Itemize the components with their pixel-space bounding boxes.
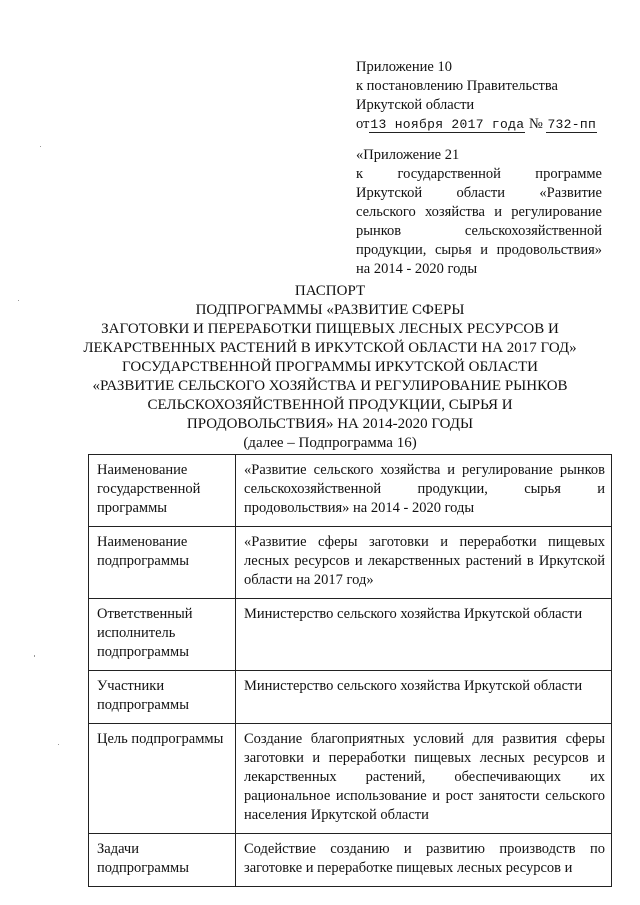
appendix-block [356, 58, 606, 134]
heading-line: ГОСУДАРСТВЕННОЙ ПРОГРАММЫ ИРКУТСКОЙ ОБЛАСТИ [122, 359, 538, 375]
appendix2-line: продукции, сырья и продовольствия» [356, 242, 602, 258]
appendix-program-reference [356, 146, 602, 279]
row-key: Участники подпрограммы [89, 671, 236, 724]
appendix-date-line [356, 115, 606, 134]
table-row [89, 527, 612, 599]
row-value: «Развитие сельского хозяйства и регулирование рынков сельскохозяйственной продукции, сырья и продовольствия» на 2014 - 2020 годы [236, 455, 612, 527]
row-value: «Развитие сферы заготовки и переработки пищевых лесных ресурсов и лекарственных растений в Иркутской области на 2017 год» [236, 527, 612, 599]
row-value: Министерство сельского хозяйства Иркутской области [236, 671, 612, 724]
row-key: Цель подпрограммы [89, 724, 236, 834]
row-key: Наименование подпрограммы [89, 527, 236, 599]
appendix2-line: сельского хозяйства и регулирование [356, 204, 602, 220]
heading-title: ПАСПОРТ [294, 283, 366, 299]
appendix2-line: «Приложение 21 [356, 147, 460, 163]
row-value: Создание благоприятных условий для развития сферы заготовки и переработки пищевых лесных ресурсов и лекарственных растений, обеспечивающих их рациональное использование и рост занятости сельского населения Иркутской области [236, 724, 612, 834]
appendix2-line: Иркутской области «Развитие [356, 185, 602, 201]
row-key: Ответственный исполнитель подпрограммы [89, 599, 236, 671]
appendix-number: Приложение 10 [356, 59, 452, 75]
appendix2-line: рынков сельскохозяйственной [356, 223, 602, 239]
appendix-from: от [356, 116, 370, 132]
heading-line: ЗАГОТОВКИ И ПЕРЕРАБОТКИ ПИЩЕВЫХ ЛЕСНЫХ РЕСУРСОВ И [101, 321, 559, 337]
table-row [89, 834, 612, 887]
heading-line: ПРОДОВОЛЬСТВИЯ» НА 2014-2020 ГОДЫ [186, 416, 474, 432]
appendix-num-sign: № [528, 116, 543, 132]
appendix2-line: к государственной программе [356, 166, 602, 182]
appendix2-line: на 2014 - 2020 годы [356, 261, 478, 277]
appendix-region: Иркутской области [356, 97, 475, 113]
scan-speck [58, 744, 59, 745]
row-value: Содействие созданию и развитию производств по заготовке и переработке пищевых лесных ресурсов и [236, 834, 612, 887]
appendix-decree-number: 732-пп [547, 117, 597, 132]
row-key: Наименование государственной программы [89, 455, 236, 527]
appendix-date: 13 ноября 2017 года [370, 117, 525, 132]
scan-speck [40, 146, 41, 147]
table-row [89, 724, 612, 834]
table-row [89, 671, 612, 724]
table-row [89, 599, 612, 671]
row-key: Задачи подпрограммы [89, 834, 236, 887]
heading-note: (далее – Подпрограмма 16) [243, 435, 417, 451]
scan-speck [18, 300, 19, 301]
appendix-decree-ref: к постановлению Правительства [356, 78, 558, 94]
scan-speck [34, 655, 35, 657]
heading-line: ПОДПРОГРАММЫ «РАЗВИТИЕ СФЕРЫ [195, 302, 465, 318]
heading-line: ЛЕКАРСТВЕННЫХ РАСТЕНИЙ В ИРКУТСКОЙ ОБЛАСТИ НА 2017 ГОД» [83, 340, 577, 356]
heading-line: СЕЛЬСКОХОЗЯЙСТВЕННОЙ ПРОДУКЦИИ, СЫРЬЯ И [147, 397, 513, 413]
table-row [89, 455, 612, 527]
passport-heading [70, 282, 590, 453]
heading-line: «РАЗВИТИЕ СЕЛЬСКОГО ХОЗЯЙСТВА И РЕГУЛИРОВАНИЕ РЫНКОВ [92, 378, 568, 394]
row-value: Министерство сельского хозяйства Иркутской области [236, 599, 612, 671]
passport-table [88, 454, 612, 887]
